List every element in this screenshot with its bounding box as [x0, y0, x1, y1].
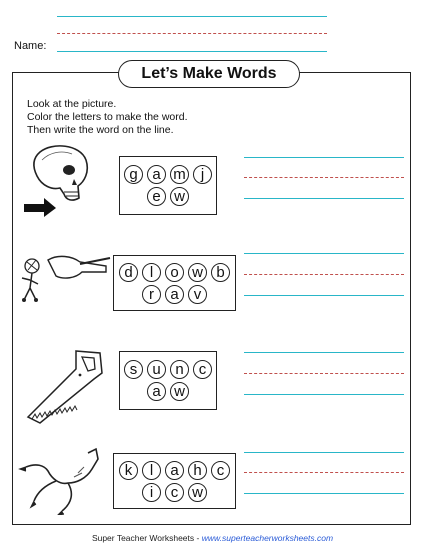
letter-circle[interactable]: v — [188, 285, 207, 304]
write-line-mid — [244, 373, 404, 374]
skull-icon — [22, 142, 102, 217]
footer-brand: Super Teacher Worksheets - — [91, 533, 202, 543]
letter-circle[interactable]: r — [142, 285, 161, 304]
letter-circle[interactable]: n — [170, 360, 189, 379]
instruction-line: Look at the picture. — [27, 98, 117, 110]
write-line-top[interactable] — [244, 253, 404, 254]
letter-circle[interactable]: h — [188, 461, 207, 480]
letter-circle[interactable]: e — [147, 187, 166, 206]
letter-circle[interactable]: a — [165, 285, 184, 304]
name-write-line[interactable] — [57, 51, 327, 52]
letter-circle[interactable]: c — [211, 461, 230, 480]
write-line-bottom[interactable] — [244, 295, 404, 296]
letter-circle[interactable]: i — [142, 483, 161, 502]
write-line-bottom[interactable] — [244, 198, 404, 199]
letter-box-2 — [113, 255, 236, 311]
write-line-top[interactable] — [244, 452, 404, 453]
letter-circle[interactable]: c — [165, 483, 184, 502]
letter-circle[interactable]: s — [124, 360, 143, 379]
letter-circle[interactable]: u — [147, 360, 166, 379]
claw-icon — [16, 445, 106, 515]
worksheet-title: Let’s Make Words — [118, 60, 300, 88]
letter-circle[interactable]: g — [124, 165, 143, 184]
letter-circle[interactable]: w — [188, 483, 207, 502]
write-line-mid — [244, 274, 404, 275]
letter-circle[interactable]: o — [165, 263, 184, 282]
letter-circle[interactable]: d — [119, 263, 138, 282]
instruction-line: Then write the word on the line. — [27, 124, 174, 136]
letter-circle[interactable]: b — [211, 263, 230, 282]
top-dashed-line — [57, 33, 327, 34]
footer-url-link[interactable]: www.superteacherworksheets.com — [201, 533, 334, 543]
letter-circle[interactable]: w — [170, 382, 189, 401]
letter-circle[interactable]: l — [142, 263, 161, 282]
instruction-line: Color the letters to make the word. — [27, 111, 188, 123]
letter-circle[interactable]: l — [142, 461, 161, 480]
instructions — [27, 98, 188, 137]
write-line-top[interactable] — [244, 157, 404, 158]
saw-icon — [24, 345, 106, 427]
letter-box-3 — [119, 351, 217, 410]
letter-box-4 — [113, 453, 236, 509]
letter-box-1 — [119, 156, 217, 215]
letter-circle[interactable]: m — [170, 165, 189, 184]
write-line-mid — [244, 177, 404, 178]
letter-circle[interactable]: j — [193, 165, 212, 184]
letter-circle[interactable]: a — [147, 165, 166, 184]
letter-circle[interactable]: k — [119, 461, 138, 480]
letter-circle[interactable]: a — [165, 461, 184, 480]
hand-drawing-icon — [18, 248, 113, 306]
letter-circle[interactable]: a — [147, 382, 166, 401]
letter-circle[interactable]: w — [188, 263, 207, 282]
write-line-mid — [244, 472, 404, 473]
write-line-bottom[interactable] — [244, 493, 404, 494]
footer — [0, 533, 425, 543]
letter-circle[interactable]: c — [193, 360, 212, 379]
letter-circle[interactable]: w — [170, 187, 189, 206]
top-guide-line — [57, 16, 327, 17]
write-line-top[interactable] — [244, 352, 404, 353]
name-label: Name: — [14, 40, 47, 52]
write-line-bottom[interactable] — [244, 394, 404, 395]
